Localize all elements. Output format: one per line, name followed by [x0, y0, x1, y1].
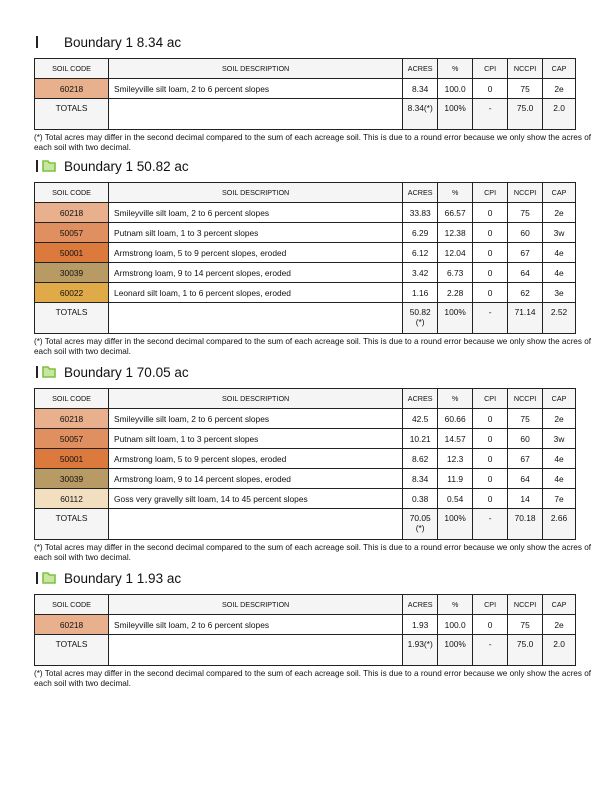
table-row [35, 489, 576, 509]
table-header-row [35, 183, 576, 203]
cap-cell: 4e [543, 449, 576, 469]
cpi-cell: 0 [473, 79, 508, 99]
header-cap: CAP [543, 595, 576, 615]
soil-table [34, 182, 576, 334]
totals-acres: 50.82(*) [403, 303, 438, 334]
nccpi-cell: 67 [508, 449, 543, 469]
nccpi-cell: 75 [508, 615, 543, 635]
marker-bar-icon [36, 572, 38, 584]
acres-cell: 1.93 [403, 615, 438, 635]
totals-acres: 70.05(*) [403, 509, 438, 540]
table-row [35, 409, 576, 429]
acres-cell: 0.38 [403, 489, 438, 509]
soil-description-cell: Putnam silt loam, 1 to 3 percent slopes [109, 429, 403, 449]
totals-description-cell [109, 635, 403, 666]
header-percent: % [438, 183, 473, 203]
header-acres: ACRES [403, 59, 438, 79]
percent-cell: 12.04 [438, 243, 473, 263]
cap-cell: 2e [543, 79, 576, 99]
footnote: (*) Total acres may differ in the second decimal compared to the sum of each acreage soil. This is due to a round error because we only show the acres of each soil with two decimal. [34, 133, 592, 152]
percent-cell: 12.3 [438, 449, 473, 469]
soil-table [34, 594, 576, 666]
header-nccpi: NCCPI [508, 389, 543, 409]
section-title: Boundary 1 1.93 ac [64, 570, 182, 586]
cap-cell: 2e [543, 615, 576, 635]
marker-bar-icon [36, 366, 38, 378]
header-percent: % [438, 595, 473, 615]
cap-cell: 7e [543, 489, 576, 509]
table-row [35, 243, 576, 263]
nccpi-cell: 14 [508, 489, 543, 509]
totals-row [35, 303, 576, 334]
cap-cell: 2e [543, 203, 576, 223]
totals-cpi: - [473, 303, 508, 334]
nccpi-cell: 62 [508, 283, 543, 303]
header-soil-code: SOIL CODE [35, 389, 109, 409]
percent-cell: 60.66 [438, 409, 473, 429]
nccpi-cell: 75 [508, 79, 543, 99]
header-cpi: CPI [473, 183, 508, 203]
header-acres: ACRES [403, 595, 438, 615]
soil-code-cell: 50057 [35, 429, 109, 449]
totals-percent: 100% [438, 509, 473, 540]
table-header-row [35, 595, 576, 615]
header-soil-description: SOIL DESCRIPTION [109, 183, 403, 203]
section-header [34, 157, 576, 175]
soil-table [34, 58, 576, 130]
totals-row [35, 635, 576, 666]
boundary-section [34, 569, 592, 689]
table-header-row [35, 59, 576, 79]
totals-cap: 2.52 [543, 303, 576, 334]
cpi-cell: 0 [473, 203, 508, 223]
section-header [34, 569, 576, 587]
percent-cell: 100.0 [438, 615, 473, 635]
totals-label: TOTALS [35, 635, 109, 666]
percent-cell: 6.73 [438, 263, 473, 283]
acres-cell: 1.16 [403, 283, 438, 303]
soil-description-cell: Putnam silt loam, 1 to 3 percent slopes [109, 223, 403, 243]
table-row [35, 449, 576, 469]
header-cpi: CPI [473, 595, 508, 615]
soil-code-cell: 60218 [35, 203, 109, 223]
header-cpi: CPI [473, 59, 508, 79]
cpi-cell: 0 [473, 283, 508, 303]
totals-cpi: - [473, 509, 508, 540]
percent-cell: 100.0 [438, 79, 473, 99]
header-soil-description: SOIL DESCRIPTION [109, 595, 403, 615]
section-title: Boundary 1 8.34 ac [64, 34, 182, 50]
footnote: (*) Total acres may differ in the second decimal compared to the sum of each acreage soil. This is due to a round error because we only show the acres of each soil with two decimal. [34, 669, 592, 688]
soil-code-cell: 30039 [35, 263, 109, 283]
acres-cell: 10.21 [403, 429, 438, 449]
soil-description-cell: Goss very gravelly silt loam, 14 to 45 percent slopes [109, 489, 403, 509]
header-soil-code: SOIL CODE [35, 183, 109, 203]
percent-cell: 11.9 [438, 469, 473, 489]
header-acres: ACRES [403, 389, 438, 409]
table-row [35, 615, 576, 635]
soil-code-cell: 60218 [35, 79, 109, 99]
totals-acres: 1.93(*) [403, 635, 438, 666]
nccpi-cell: 60 [508, 429, 543, 449]
soil-code-cell: 60218 [35, 615, 109, 635]
section-title: Boundary 1 70.05 ac [64, 364, 189, 380]
soil-code-cell: 50001 [35, 449, 109, 469]
totals-label: TOTALS [35, 99, 109, 130]
cpi-cell: 0 [473, 223, 508, 243]
nccpi-cell: 75 [508, 409, 543, 429]
cpi-cell: 0 [473, 429, 508, 449]
soil-code-cell: 50057 [35, 223, 109, 243]
section-header [34, 363, 576, 381]
header-soil-description: SOIL DESCRIPTION [109, 389, 403, 409]
percent-cell: 0.54 [438, 489, 473, 509]
totals-description-cell [109, 303, 403, 334]
header-percent: % [438, 389, 473, 409]
percent-cell: 66.57 [438, 203, 473, 223]
percent-cell: 2.28 [438, 283, 473, 303]
table-row [35, 469, 576, 489]
totals-cap: 2.0 [543, 635, 576, 666]
footnote: (*) Total acres may differ in the second decimal compared to the sum of each acreage soil. This is due to a round error because we only show the acres of each soil with two decimal. [34, 543, 592, 562]
cap-cell: 3e [543, 283, 576, 303]
cpi-cell: 0 [473, 243, 508, 263]
cpi-cell: 0 [473, 469, 508, 489]
boundary-section [34, 33, 592, 153]
header-nccpi: NCCPI [508, 59, 543, 79]
soil-description-cell: Leonard silt loam, 1 to 6 percent slopes, eroded [109, 283, 403, 303]
section-title: Boundary 1 50.82 ac [64, 158, 189, 174]
acres-cell: 8.62 [403, 449, 438, 469]
boundary-section [34, 363, 592, 563]
header-nccpi: NCCPI [508, 595, 543, 615]
folder-icon [42, 160, 56, 172]
acres-cell: 33.83 [403, 203, 438, 223]
cap-cell: 4e [543, 263, 576, 283]
header-acres: ACRES [403, 183, 438, 203]
table-row [35, 263, 576, 283]
totals-nccpi: 71.14 [508, 303, 543, 334]
header-cap: CAP [543, 389, 576, 409]
boundary-section [34, 157, 592, 357]
cap-cell: 2e [543, 409, 576, 429]
marker-bar-icon [36, 160, 38, 172]
cpi-cell: 0 [473, 615, 508, 635]
acres-cell: 3.42 [403, 263, 438, 283]
acres-cell: 6.29 [403, 223, 438, 243]
cap-cell: 4e [543, 243, 576, 263]
cpi-cell: 0 [473, 489, 508, 509]
table-row [35, 283, 576, 303]
totals-cap: 2.66 [543, 509, 576, 540]
soil-description-cell: Smileyville silt loam, 2 to 6 percent slopes [109, 615, 403, 635]
acres-cell: 42.5 [403, 409, 438, 429]
totals-label: TOTALS [35, 509, 109, 540]
soil-code-cell: 60218 [35, 409, 109, 429]
footnote: (*) Total acres may differ in the second decimal compared to the sum of each acreage soil. This is due to a round error because we only show the acres of each soil with two decimal. [34, 337, 592, 356]
soil-code-cell: 60112 [35, 489, 109, 509]
soil-description-cell: Armstrong loam, 9 to 14 percent slopes, eroded [109, 263, 403, 283]
header-soil-code: SOIL CODE [35, 595, 109, 615]
acres-cell: 8.34 [403, 79, 438, 99]
totals-cpi: - [473, 99, 508, 130]
totals-percent: 100% [438, 303, 473, 334]
table-row [35, 223, 576, 243]
nccpi-cell: 75 [508, 203, 543, 223]
acres-cell: 6.12 [403, 243, 438, 263]
totals-percent: 100% [438, 635, 473, 666]
header-percent: % [438, 59, 473, 79]
nccpi-cell: 60 [508, 223, 543, 243]
nccpi-cell: 64 [508, 263, 543, 283]
totals-nccpi: 75.0 [508, 635, 543, 666]
totals-percent: 100% [438, 99, 473, 130]
marker-bar-icon [36, 36, 38, 48]
percent-cell: 12.38 [438, 223, 473, 243]
percent-cell: 14.57 [438, 429, 473, 449]
header-cap: CAP [543, 59, 576, 79]
header-soil-code: SOIL CODE [35, 59, 109, 79]
table-row [35, 429, 576, 449]
totals-nccpi: 70.18 [508, 509, 543, 540]
cpi-cell: 0 [473, 409, 508, 429]
table-header-row [35, 389, 576, 409]
soil-table [34, 388, 576, 540]
folder-icon [42, 572, 56, 584]
soil-code-cell: 50001 [35, 243, 109, 263]
nccpi-cell: 64 [508, 469, 543, 489]
soil-description-cell: Armstrong loam, 5 to 9 percent slopes, eroded [109, 449, 403, 469]
header-cpi: CPI [473, 389, 508, 409]
soil-code-cell: 30039 [35, 469, 109, 489]
table-row [35, 79, 576, 99]
totals-row [35, 509, 576, 540]
cap-cell: 3w [543, 223, 576, 243]
table-row [35, 203, 576, 223]
totals-description-cell [109, 99, 403, 130]
totals-label: TOTALS [35, 303, 109, 334]
soil-description-cell: Smileyville silt loam, 2 to 6 percent slopes [109, 409, 403, 429]
header-cap: CAP [543, 183, 576, 203]
cpi-cell: 0 [473, 263, 508, 283]
nccpi-cell: 67 [508, 243, 543, 263]
soil-description-cell: Smileyville silt loam, 2 to 6 percent slopes [109, 203, 403, 223]
totals-row [35, 99, 576, 130]
soil-description-cell: Armstrong loam, 9 to 14 percent slopes, eroded [109, 469, 403, 489]
totals-cap: 2.0 [543, 99, 576, 130]
totals-acres: 8.34(*) [403, 99, 438, 130]
acres-cell: 8.34 [403, 469, 438, 489]
totals-description-cell [109, 509, 403, 540]
soil-description-cell: Armstrong loam, 5 to 9 percent slopes, eroded [109, 243, 403, 263]
folder-icon [42, 366, 56, 378]
cpi-cell: 0 [473, 449, 508, 469]
header-soil-description: SOIL DESCRIPTION [109, 59, 403, 79]
cap-cell: 3w [543, 429, 576, 449]
cap-cell: 4e [543, 469, 576, 489]
header-nccpi: NCCPI [508, 183, 543, 203]
totals-nccpi: 75.0 [508, 99, 543, 130]
section-header [34, 33, 576, 51]
totals-cpi: - [473, 635, 508, 666]
soil-description-cell: Smileyville silt loam, 2 to 6 percent slopes [109, 79, 403, 99]
soil-code-cell: 60022 [35, 283, 109, 303]
